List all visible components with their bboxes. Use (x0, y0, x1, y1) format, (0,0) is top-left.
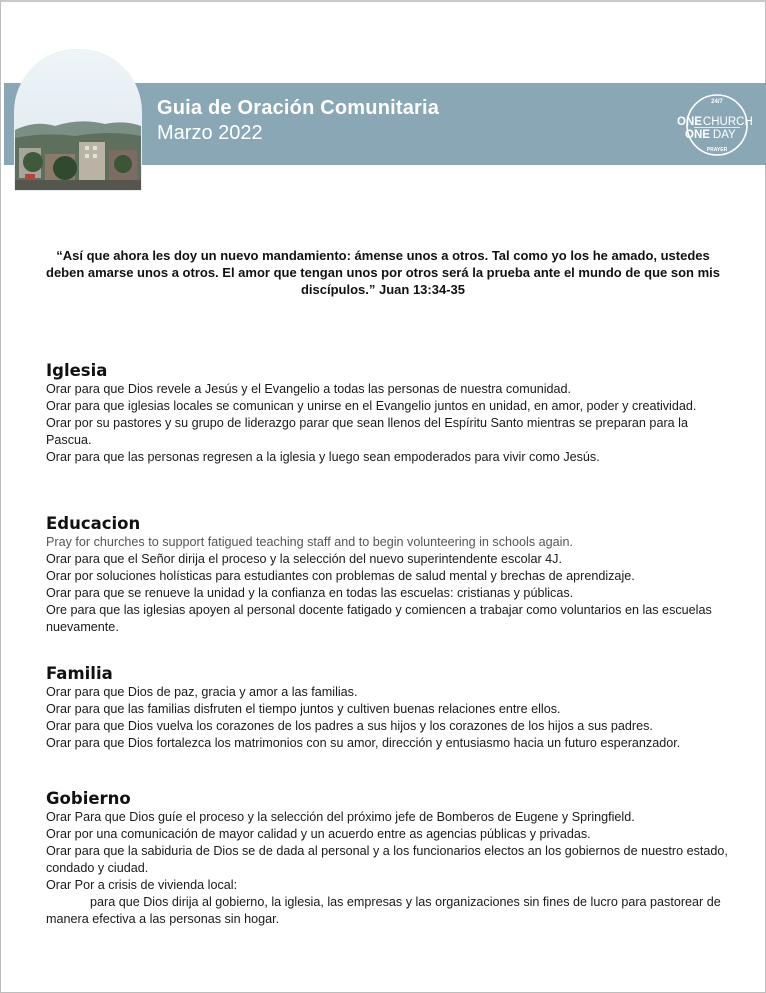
section-iglesia (46, 361, 736, 466)
one-church-one-day-logo (676, 89, 758, 161)
town-photo (14, 49, 142, 191)
prayer-item: Orar Para que Dios guíe el proceso y la selección del próximo jefe de Bomberos de Eugene y Springfield. (46, 810, 635, 824)
prayer-item: Orar para que Dios revele a Jesús y el Evangelio a todas las personas de nuestra comunidad. (46, 382, 572, 396)
prayer-item: Orar para que se renueve la unidad y la confianza en todas las escuelas: cristianas y públicas. (46, 586, 574, 600)
prayer-item: Orar para que Dios de paz, gracia y amor a las familias. (46, 685, 358, 699)
logo-top-text: 24/7 (711, 99, 723, 105)
section-familia (46, 664, 736, 752)
prayer-item: Orar para que Dios vuelva los corazones de los padres a sus hijos y los corazones de los hijos a sus padres. (46, 719, 653, 733)
logo-one-1: ONE (677, 116, 702, 128)
prayer-item: Orar para que las personas regresen a la iglesia y luego sean empoderados para vivir como Jesús. (46, 450, 600, 464)
prayer-item: Ore para que las iglesias apoyen al personal docente fatigado y comiencen a trabajar como voluntarios en las escuelas nuevamente. (46, 603, 712, 634)
prayer-item: Orar por una comunicación de mayor calidad y un acuerdo entre as agencias públicas y privadas. (46, 827, 591, 841)
section-heading: Iglesia (46, 361, 108, 380)
prayer-item: Orar para que las familias disfruten el tiempo juntos y cultiven buenas relaciones entre ellos. (46, 702, 561, 716)
prayer-item: Pray for churches to support fatigued teaching staff and to begin volunteering in schools again. (46, 535, 573, 549)
prayer-item: Orar por soluciones holísticas para estudiantes con problemas de salud mental y brechas de aprendizaje. (46, 569, 635, 583)
logo-one-2: ONE (685, 129, 710, 141)
logo-church: CHURCH (702, 116, 753, 128)
svg-text:ONECHURCH (677, 116, 753, 128)
svg-text:ONEDAY (685, 129, 736, 141)
logo-bottom-text: PRAYER (706, 147, 728, 153)
section-heading: Gobierno (46, 789, 131, 808)
prayer-item: Orar para que el Señor dirija el proceso y la selección del nuevo superintendente escolar 4J. (46, 552, 562, 566)
section-heading: Educacion (46, 514, 141, 533)
prayer-item: Orar para que iglesias locales se comunican y unirse en el Evangelio juntos en unidad, en amor, poder y creatividad. (46, 399, 697, 413)
scripture-quote: “Así que ahora les doy un nuevo mandamiento: ámense unos a otros. Tal como yo los he amado, ustedes deben amarse unos a otros. El amor que tengan unos por otros será la prueba ante el mundo de que son mis discípulos.” Juan 13:34-35 (46, 248, 720, 297)
section-gobierno (46, 789, 736, 928)
prayer-item: Orar Por a crisis de vivienda local: (46, 878, 238, 892)
logo-day: DAY (712, 129, 736, 141)
prayer-item: para que Dios dirija al gobierno, la iglesia, las empresas y las organizaciones sin fines de lucro para pastorear de manera efectiva a las personas sin hogar. (46, 895, 721, 926)
prayer-item: Orar por su pastores y su grupo de liderazgo parar que sean llenos del Espíritu Santo mientras se preparan para la Pascua. (46, 416, 688, 447)
section-educacion (46, 514, 736, 636)
section-heading: Familia (46, 664, 113, 683)
prayer-item: Orar para que la sabiduria de Dios se de dada al personal y a los funcionarios electos an los gobiernos de nuestro estado, condado y ciudad. (46, 844, 728, 875)
prayer-item: Orar para que Dios fortalezca los matrimonios con su amor, dirección y entusiasmo hacia un futuro esperanzador. (46, 736, 681, 750)
guide-month: Marzo 2022 (157, 122, 263, 144)
guide-title: Guia de Oración Comunitaria (157, 97, 440, 119)
